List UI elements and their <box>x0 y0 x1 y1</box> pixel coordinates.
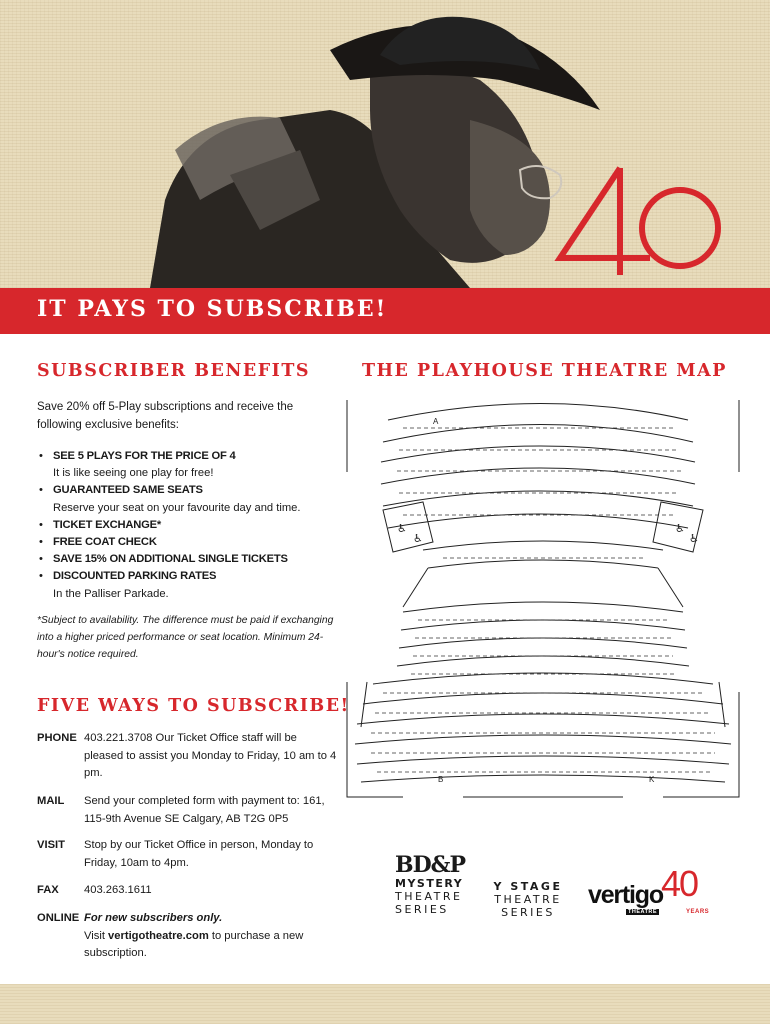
way-label: PHONE <box>37 732 77 744</box>
bullet-icon: • <box>39 536 43 549</box>
vertigo-website-link[interactable]: vertigotheatre.com <box>108 929 209 942</box>
wheelchair-icon: ♿ <box>397 522 407 535</box>
wheelchair-icon: ♿ <box>675 522 685 535</box>
hero-image <box>0 0 770 288</box>
footer-band <box>0 984 770 1024</box>
hero-illustration <box>0 0 770 288</box>
row-label: B <box>438 775 444 784</box>
bdp-line3: SERIES <box>395 903 449 916</box>
sponsor-logos <box>395 853 725 923</box>
benefits-list <box>37 448 357 603</box>
online-post: to purchase a new subscription. <box>84 929 304 960</box>
ystage-line2: THEATRE <box>494 893 562 906</box>
bullet-icon: • <box>39 553 43 566</box>
benefit-detail: It is like seeing one play for free! <box>53 467 214 480</box>
row-label: K <box>649 775 655 784</box>
wheelchair-icon: ♿ <box>413 532 423 545</box>
benefits-intro: Save 20% off 5-Play subscriptions and receive the following exclusive benefits: <box>37 401 294 431</box>
bullet-icon: • <box>39 570 43 583</box>
benefit-detail: In the Palliser Parkade. <box>53 587 169 600</box>
benefit-title: SEE 5 PLAYS FOR THE PRICE OF 4 <box>53 450 236 462</box>
way-text: Stop by our Ticket Office in person, Monday to Friday, 10am to 4pm. <box>84 839 314 869</box>
vertigo-logo <box>588 863 728 919</box>
map-heading: THE PLAYHOUSE THEATRE MAP <box>362 361 727 381</box>
subscribe-banner <box>0 288 770 334</box>
online-emphasis: For new subscribers only. <box>84 912 223 924</box>
way-text: 403.263.1611 <box>84 884 152 896</box>
benefit-title: DISCOUNTED PARKING RATES <box>53 570 217 583</box>
vertigo-theatre: THEATRE <box>628 909 658 915</box>
way-label: ONLINE <box>37 912 80 924</box>
ystage-line1: Y STAGE <box>493 880 563 893</box>
benefit-item <box>37 517 357 534</box>
bdp-line2: THEATRE <box>395 890 463 903</box>
bdp-line1: MYSTERY <box>395 877 464 890</box>
wheelchair-icon: ♿ <box>689 532 699 545</box>
way-text: Send your completed form with payment to: 161, 115-9th Avenue SE Calgary, AB T2G 0P5 <box>84 795 325 825</box>
online-pre: Visit <box>84 929 109 942</box>
benefit-item <box>37 568 357 602</box>
benefit-title: TICKET EXCHANGE* <box>53 518 162 531</box>
bullet-icon: • <box>39 450 43 462</box>
theatre-seating-map <box>343 392 743 802</box>
bullet-icon: • <box>39 518 43 531</box>
bdp-name: BD&P <box>395 852 466 878</box>
ystage-logo <box>493 880 563 919</box>
availability-note: *Subject to availability. The difference must be paid if exchanging into a higher priced performance or seat location. Minimum 24-hour's notice required. <box>37 615 334 660</box>
bdp-logo <box>395 853 475 916</box>
vertigo-years: YEARS <box>686 909 710 915</box>
benefit-detail: Reserve your seat on your favourite day and time. <box>53 501 301 514</box>
way-label: FAX <box>37 884 59 896</box>
way-text <box>84 910 339 963</box>
ystage-line3: SERIES <box>501 906 555 919</box>
way-text: 403.221.3708 Our Ticket Office staff will be pleased to assist you Monday to Friday, 10 am to 4 pm. <box>84 732 337 780</box>
forty-logo <box>560 168 718 275</box>
benefit-item <box>37 551 357 568</box>
benefit-item <box>37 448 357 482</box>
banner-title: IT PAYS TO SUBSCRIBE! <box>37 296 388 322</box>
benefit-title: FREE COAT CHECK <box>53 536 157 549</box>
benefit-item <box>37 482 357 516</box>
bullet-icon: • <box>39 484 43 497</box>
vertigo-word: vertigo <box>588 881 663 909</box>
way-label: MAIL <box>37 795 65 807</box>
way-label: VISIT <box>37 839 65 851</box>
benefits-heading: SUBSCRIBER BENEFITS <box>37 361 310 381</box>
benefit-title: GUARANTEED SAME SEATS <box>53 484 203 497</box>
ways-heading: FIVE WAYS TO SUBSCRIBE! <box>37 696 350 716</box>
benefit-title: SAVE 15% ON ADDITIONAL SINGLE TICKETS <box>53 553 288 566</box>
row-label: A <box>433 417 439 426</box>
benefit-item <box>37 534 357 551</box>
vertigo-forty: 40 <box>661 863 698 904</box>
